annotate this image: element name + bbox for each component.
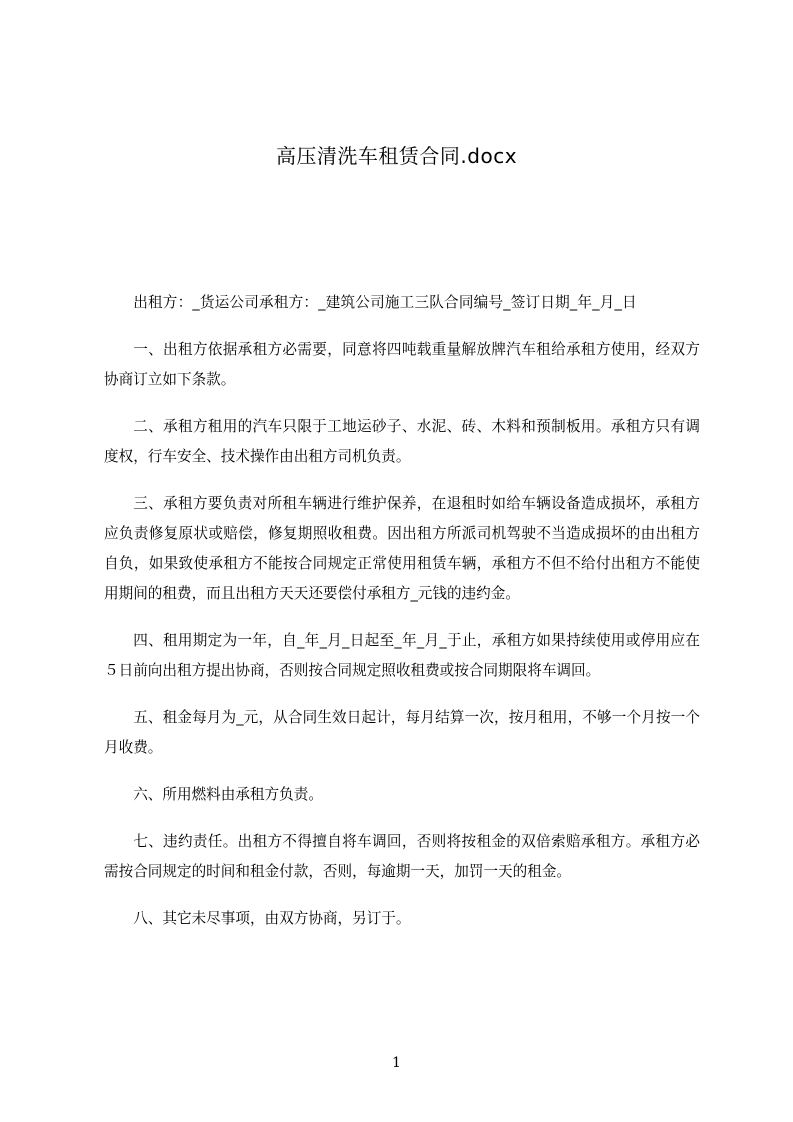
clause-1: 一、出租方依据承租方必需要，同意将四吨载重量解放牌汽车租给承租方使用，经双方协商订立如下条款。 bbox=[104, 341, 700, 388]
clause-5: 五、租金每月为_元，从合同生效日起计，每月结算一次，按月租用，不够一个月按一个月收费。 bbox=[104, 709, 700, 756]
clause-2: 二、承租方租用的汽车只限于工地运砂子、水泥、砖、木料和预制板用。承租方只有调度权，行车安全、技术操作由出租方司机负责。 bbox=[104, 418, 700, 465]
clause-6: 六、所用燃料由承租方负责。 bbox=[133, 786, 323, 803]
contract-parties-line: 出租方：_货运公司承租方：_建筑公司施工三队合同编号_签订日期_年_月_日 bbox=[133, 294, 637, 311]
page-number: 1 bbox=[392, 1055, 401, 1071]
document-title: 高压清洗车租赁合同.docx bbox=[275, 144, 518, 168]
clause-7: 七、违约责任。出租方不得擅自将车调回，否则将按租金的双倍索赔承租方。承租方必需按合同规定的时间和租金付款，否则，每逾期一天，加罚一天的租金。 bbox=[104, 833, 700, 880]
clause-3: 三、承租方要负责对所租车辆进行维护保养，在退租时如给车辆设备造成损坏，承租方应负责修复原状或赔偿，修复期照收租费。因出租方所派司机驾驶不当造成损坏的由出租方自负，如果致使承租方不能按合同规定正常使用租赁车辆，承租方不但不给付出租方不能使用期间的租费，而且出租方天天还要偿付承租方_元钱的违约金。 bbox=[104, 495, 700, 602]
document-body bbox=[104, 288, 700, 934]
clause-8: 八、其它未尽事项，由双方协商，另订于。 bbox=[133, 910, 411, 927]
clause-4: 四、租用期定为一年，自_年_月_日起至_年_月_于止，承租方如果持续使用或停用应在５日前向出租方提出协商，否则按合同规定照收租费或按合同期限将车调回。 bbox=[104, 632, 700, 679]
